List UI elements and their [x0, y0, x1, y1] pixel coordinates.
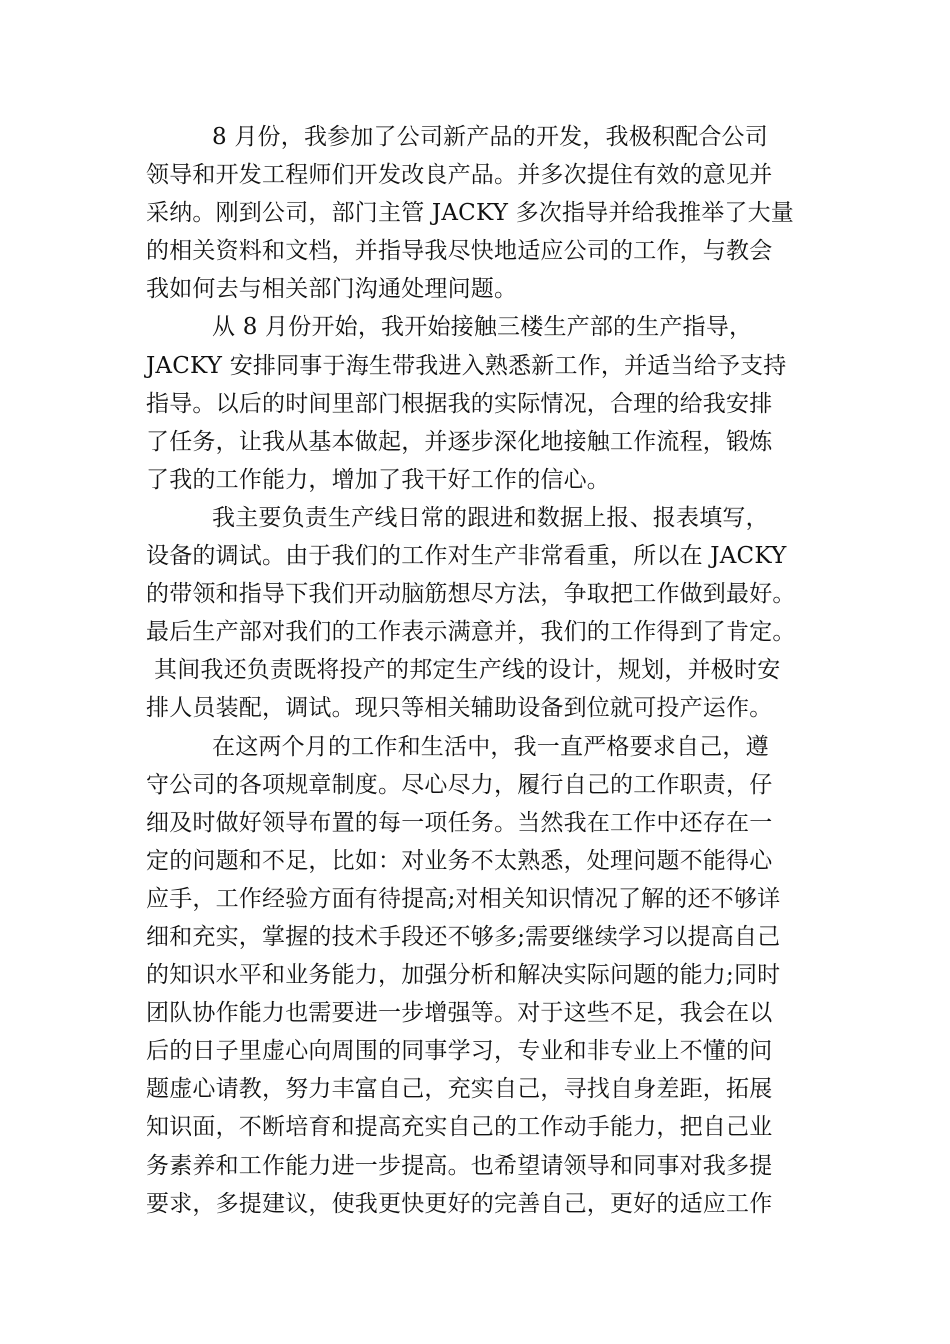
text-line: 知识面，不断培育和提高充实自己的工作动手能力，把自己业 [146, 1114, 773, 1141]
text-line: 领导和开发工程师们开发改良产品。并多次提住有效的意见并 [146, 162, 773, 189]
text-line: 设备的调试。由于我们的工作对生产非常看重，所以在 JACKY [146, 543, 787, 570]
text-line: 的相关资料和文档，并指导我尽快地适应公司的工作，与教会 [146, 238, 773, 265]
text-line: 从 8 月份开始，我开始接触三楼生产部的生产指导， [212, 314, 753, 341]
text-line: 其间我还负责既将投产的邦定生产线的设计，规划，并极时安 [154, 657, 781, 684]
text-line: 定的问题和不足，比如：对业务不太熟悉，处理问题不能得心 [146, 847, 773, 874]
text-line: 的知识水平和业务能力，加强分析和解决实际问题的能力;同时 [146, 962, 781, 989]
text-line: 团队协作能力也需要进一步增强等。对于这些不足，我会在以 [146, 1000, 773, 1027]
text-line: 了任务，让我从基本做起，并逐步深化地接触工作流程，锻炼 [146, 428, 773, 455]
text-line: JACKY 安排同事于海生带我进入熟悉新工作，并适当给予支持 [146, 352, 787, 379]
text-line: 在这两个月的工作和生活中，我一直严格要求自己，遵 [212, 733, 769, 760]
text-line: 了我的工作能力，增加了我干好工作的信心。 [146, 466, 610, 493]
text-line: 我主要负责生产线日常的跟进和数据上报、报表填写， [212, 504, 769, 531]
text-line: 最后生产部对我们的工作表示满意并，我们的工作得到了肯定。 [146, 619, 796, 646]
text-line: 守公司的各项规章制度。尽心尽力，履行自己的工作职责，仔 [146, 771, 773, 798]
text-line: 指导。以后的时间里部门根据我的实际情况，合理的给我安排 [146, 390, 773, 417]
text-line: 要求，多提建议，使我更快更好的完善自己，更好的适应工作 [146, 1190, 773, 1217]
text-line: 我如何去与相关部门沟通处理问题。 [146, 276, 518, 303]
document-body [146, 118, 806, 1223]
text-line: 采纳。刚到公司，部门主管 JACKY 多次指导并给我推举了大量 [146, 200, 794, 227]
text-line: 题虚心请教，努力丰富自己，充实自己，寻找自身差距，拓展 [146, 1076, 773, 1103]
text-line: 务素养和工作能力进一步提高。也希望请领导和同事对我多提 [146, 1152, 773, 1179]
text-line: 排人员装配，调试。现只等相关辅助设备到位就可投产运作。 [146, 695, 773, 722]
text-line: 应手，工作经验方面有待提高;对相关知识情况了解的还不够详 [146, 885, 781, 912]
text-line: 细及时做好领导布置的每一项任务。当然我在工作中还存在一 [146, 809, 773, 836]
text-line: 细和充实，掌握的技术手段还不够多;需要继续学习以提高自己 [146, 923, 781, 950]
text-line: 8 月份，我参加了公司新产品的开发，我极积配合公司 [212, 124, 768, 150]
text-line: 后的日子里虚心向周围的同事学习，专业和非专业上不懂的问 [146, 1038, 773, 1065]
text-line: 的带领和指导下我们开动脑筋想尽方法，争取把工作做到最好。 [146, 581, 796, 608]
